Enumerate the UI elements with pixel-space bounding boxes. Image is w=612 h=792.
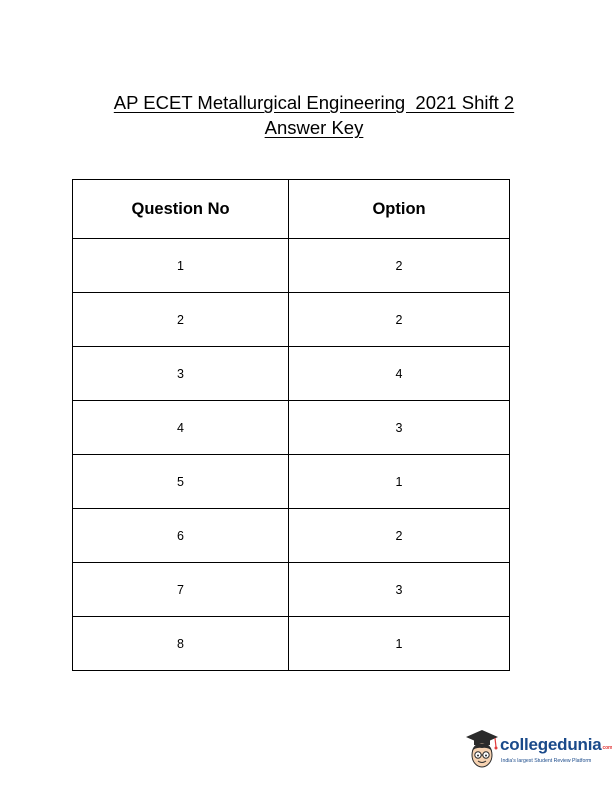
answer-key-table [72, 179, 510, 671]
question-number-cell: 2 [73, 293, 289, 347]
column-header-question-no: Question No [73, 180, 289, 239]
title-line-2: Answer Key [264, 117, 364, 138]
brand-name [500, 735, 612, 755]
brand-name-text: collegedunia [500, 735, 602, 754]
question-number-cell: 7 [73, 563, 289, 617]
option-cell: 2 [289, 509, 510, 563]
table-row [73, 401, 510, 455]
brand-suffix: com [602, 745, 612, 751]
table-row [73, 455, 510, 509]
question-number-cell: 8 [73, 617, 289, 671]
option-cell: 2 [289, 239, 510, 293]
question-number-cell: 1 [73, 239, 289, 293]
question-number-cell: 4 [73, 401, 289, 455]
document-title [0, 90, 612, 140]
option-cell: 3 [289, 563, 510, 617]
table-header-row [73, 180, 510, 239]
question-number-cell: 6 [73, 509, 289, 563]
option-cell: 1 [289, 617, 510, 671]
option-cell: 3 [289, 401, 510, 455]
collegedunia-logo [462, 727, 612, 775]
table-row [73, 293, 510, 347]
title-line-1: AP ECET Metallurgical Engineering 2021 Shift 2 [113, 92, 515, 113]
table-row [73, 617, 510, 671]
option-cell: 2 [289, 293, 510, 347]
column-header-option: Option [289, 180, 510, 239]
table-row [73, 509, 510, 563]
student-mascot-icon [462, 727, 502, 773]
table-row [73, 347, 510, 401]
brand-tagline: India's largest Student Review Platform [501, 758, 592, 764]
option-cell: 1 [289, 455, 510, 509]
table-row [73, 239, 510, 293]
question-number-cell: 3 [73, 347, 289, 401]
option-cell: 4 [289, 347, 510, 401]
question-number-cell: 5 [73, 455, 289, 509]
table-row [73, 563, 510, 617]
